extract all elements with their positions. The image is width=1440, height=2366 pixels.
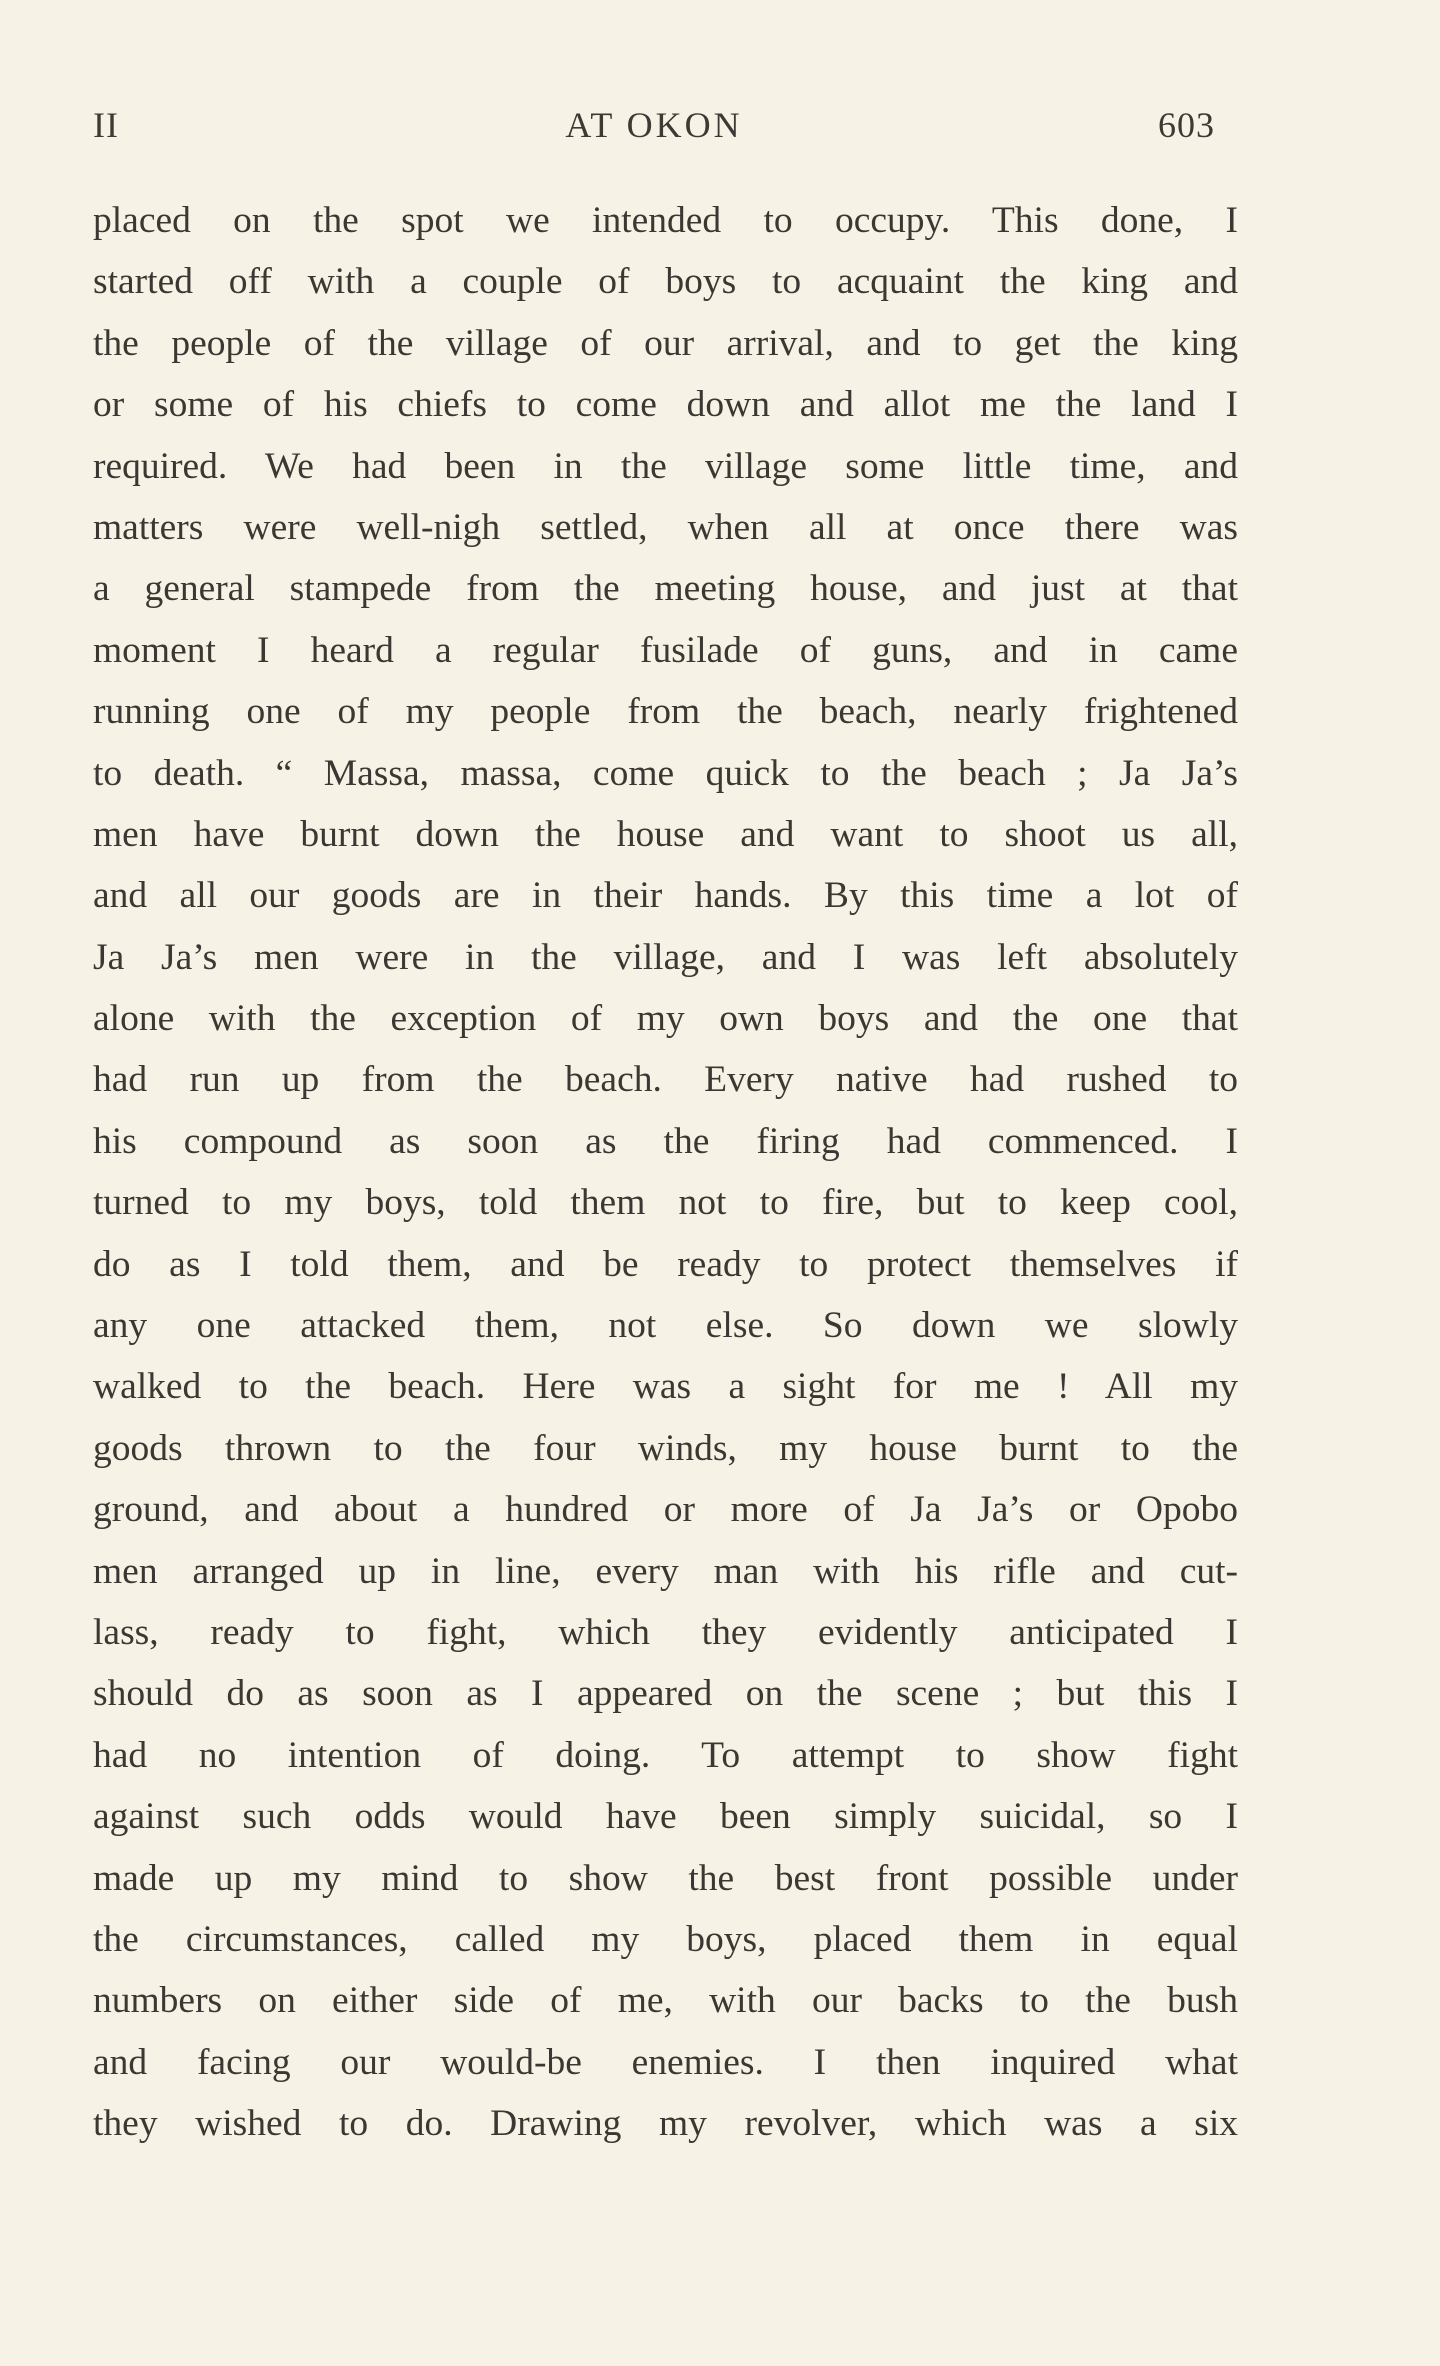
- text-line: alone with the exception of my own boys and the one that: [93, 998, 1238, 1040]
- text-line: against such odds would have been simply suicidal, so I: [93, 1796, 1238, 1838]
- text-line: and all our goods are in their hands. By this time a lot of: [93, 875, 1238, 917]
- text-line: turned to my boys, told them not to fire, but to keep cool,: [93, 1182, 1238, 1224]
- text-line: men arranged up in line, every man with his rifle and cut-: [93, 1550, 1238, 1592]
- text-line: ground, and about a hundred or more of Ja Ja’s or Opobo: [93, 1489, 1238, 1531]
- text-line: men have burnt down the house and want to shoot us all,: [93, 813, 1238, 855]
- text-line: and facing our would-be enemies. I then inquired what: [93, 2041, 1238, 2083]
- text-line: made up my mind to show the best front possible under: [93, 1857, 1238, 1899]
- text-line: started off with a couple of boys to acquaint the king and: [93, 261, 1238, 303]
- text-line: do as I told them, and be ready to protect themselves if: [93, 1243, 1238, 1285]
- text-line: they wished to do. Drawing my revolver, which was a six: [93, 2103, 1238, 2145]
- text-line: required. We had been in the village some little time, and: [93, 445, 1238, 487]
- text-line: the circumstances, called my boys, placed them in equal: [93, 1918, 1238, 1960]
- text-line: walked to the beach. Here was a sight for me ! All my: [93, 1366, 1238, 1408]
- text-line: numbers on either side of me, with our backs to the bush: [93, 1980, 1238, 2022]
- text-line: or some of his chiefs to come down and allot me the land I: [93, 384, 1238, 426]
- page-number: 603: [1158, 105, 1215, 145]
- text-line: any one attacked them, not else. So down we slowly: [93, 1305, 1238, 1347]
- text-line: the people of the village of our arrival, and to get the king: [93, 322, 1238, 364]
- text-line: his compound as soon as the firing had commenced. I: [93, 1120, 1238, 1162]
- text-line: to death. “ Massa, massa, come quick to the beach ; Ja Ja’s: [93, 752, 1238, 794]
- text-line: should do as soon as I appeared on the scene ; but this I: [93, 1673, 1238, 1715]
- text-line: had run up from the beach. Every native had rushed to: [93, 1059, 1238, 1101]
- text-line: goods thrown to the four winds, my house burnt to the: [93, 1427, 1238, 1469]
- body-text: [93, 190, 1238, 2155]
- text-line: Ja Ja’s men were in the village, and I was left absolutely: [93, 936, 1238, 978]
- text-line: lass, ready to fight, which they evidently anticipated I: [93, 1611, 1238, 1653]
- text-line: matters were well-nigh settled, when all at once there was: [93, 506, 1238, 548]
- text-line: placed on the spot we intended to occupy. This done, I: [93, 200, 1238, 241]
- running-head: [93, 104, 1215, 152]
- text-line: a general stampede from the meeting house, and just at that: [93, 568, 1238, 610]
- text-line: running one of my people from the beach, nearly frightened: [93, 691, 1238, 733]
- text-line: moment I heard a regular fusilade of guns, and in came: [93, 629, 1238, 671]
- chapter-number: II: [93, 105, 119, 145]
- running-title: AT OKON: [565, 105, 743, 145]
- text-line: had no intention of doing. To attempt to show fight: [93, 1734, 1238, 1776]
